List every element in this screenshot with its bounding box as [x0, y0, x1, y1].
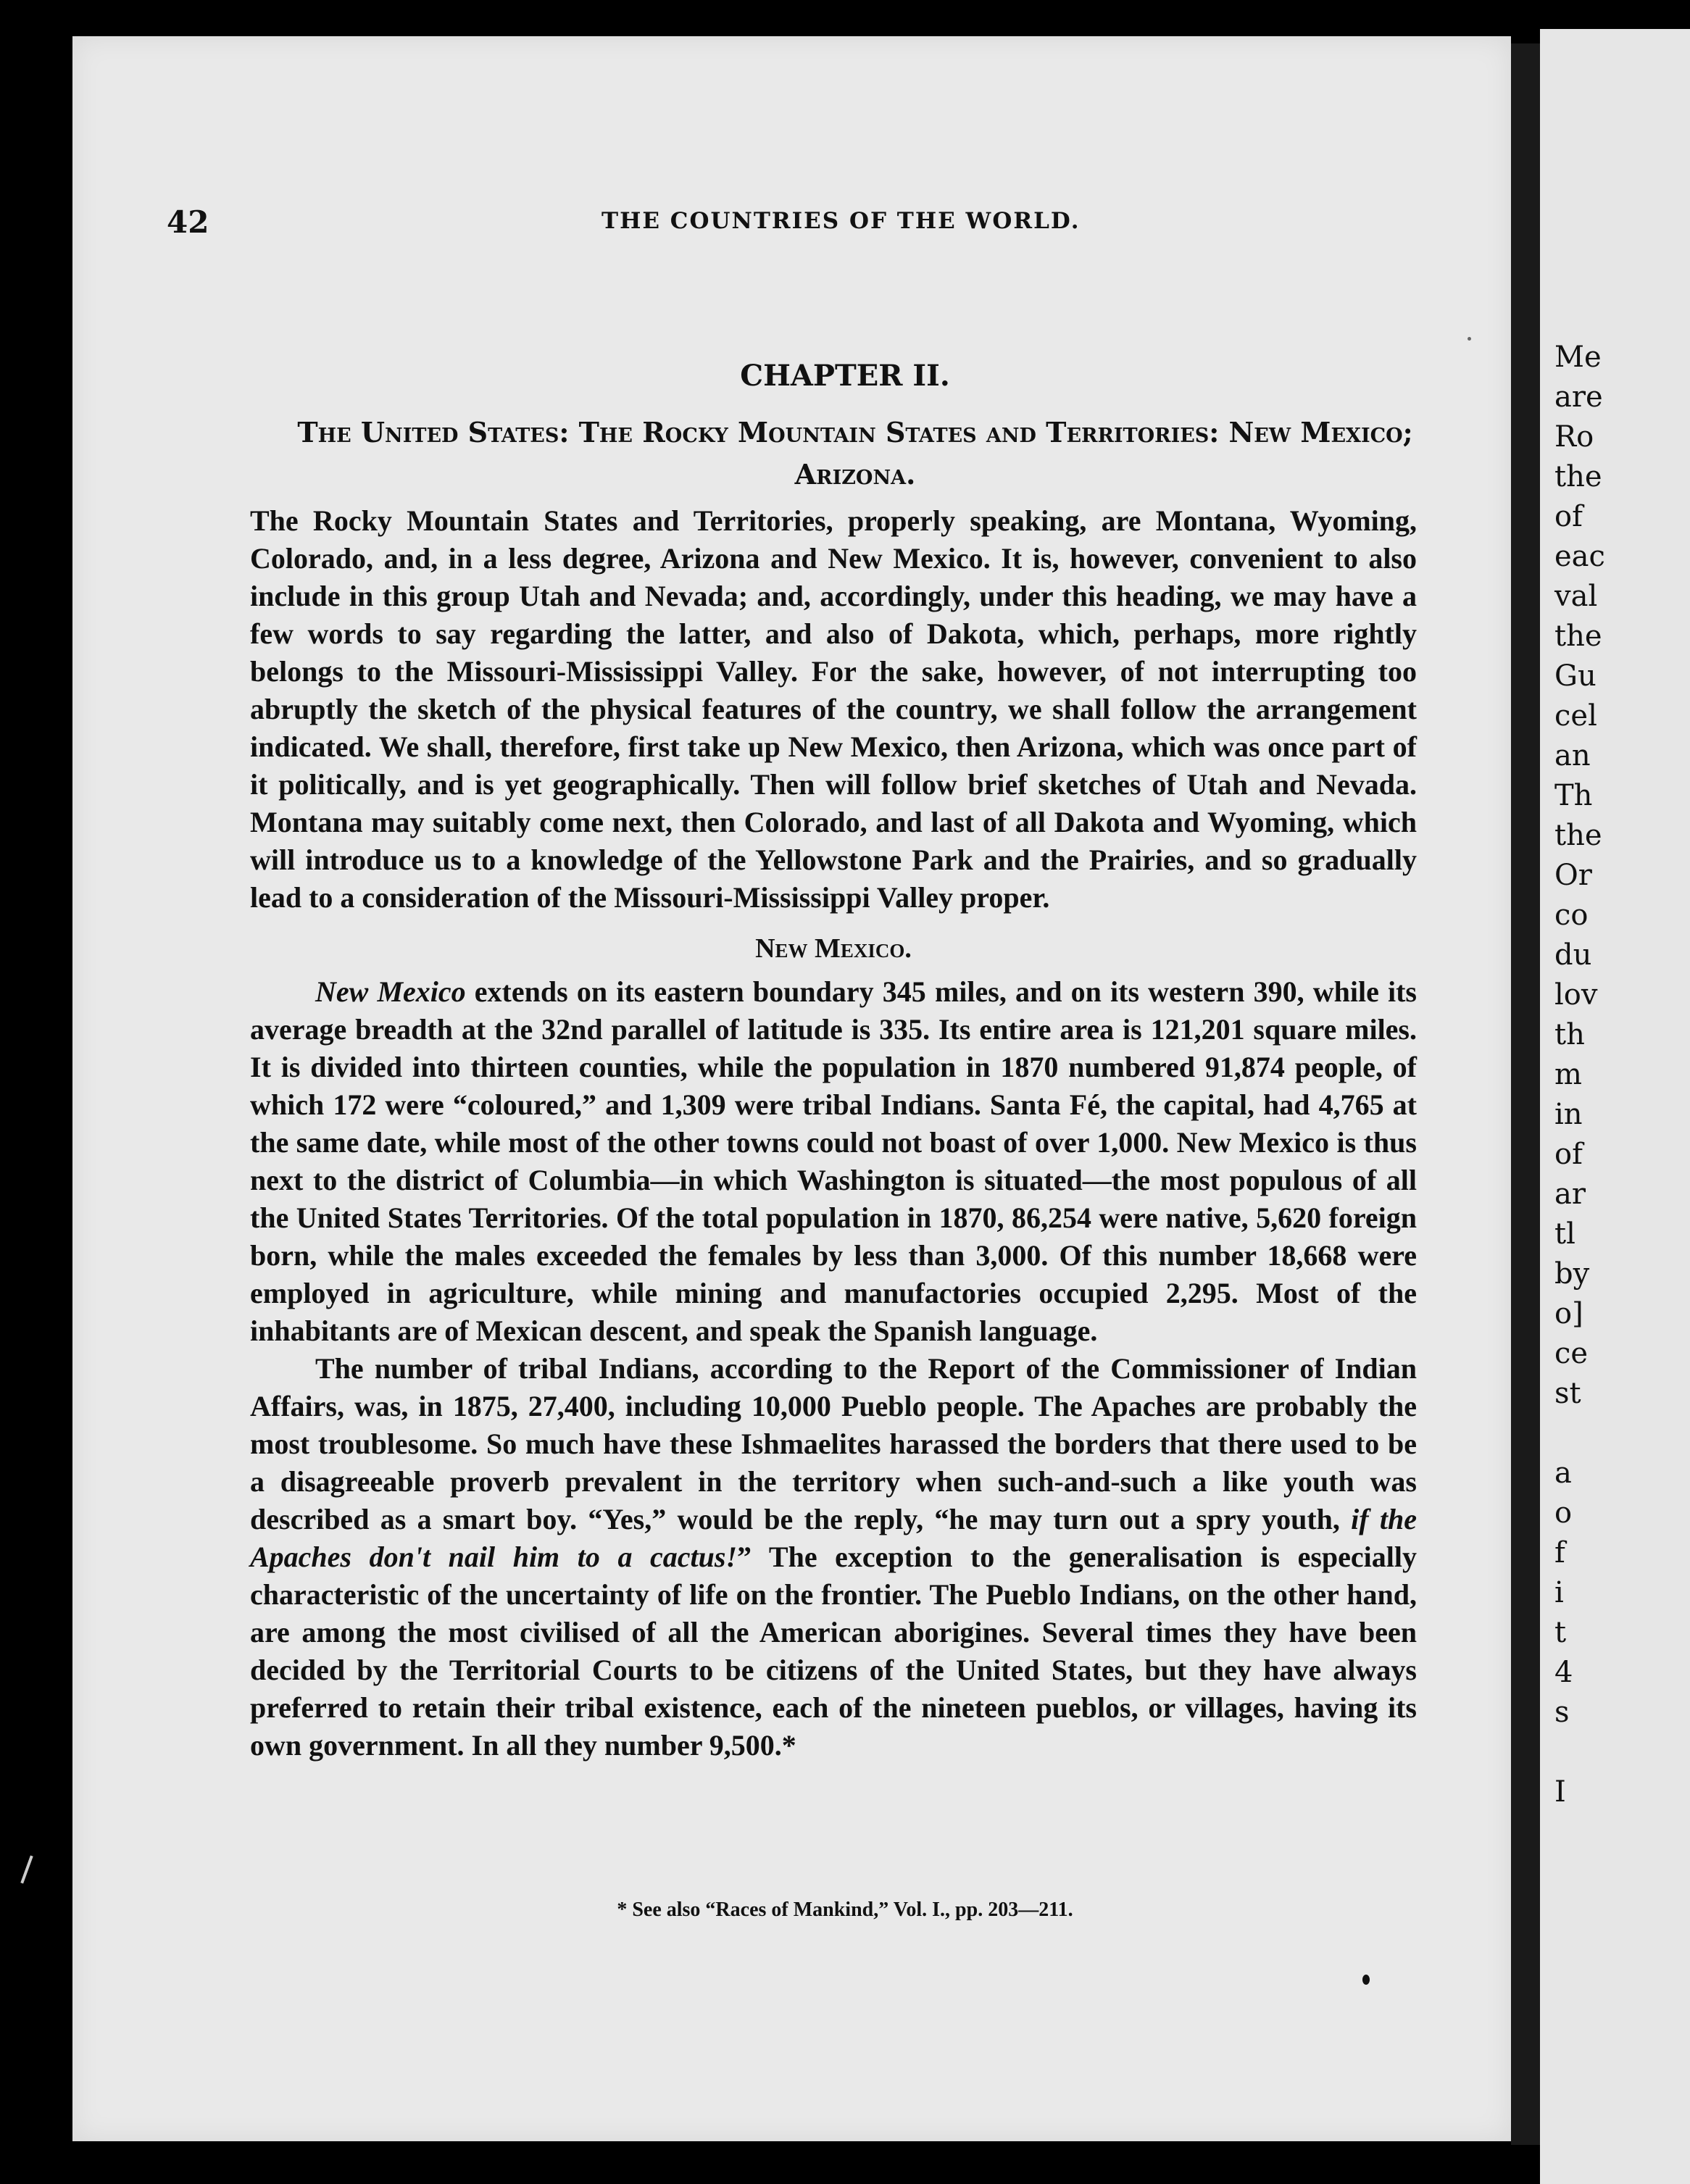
facing-page-fragment: Th: [1554, 779, 1593, 812]
facing-page-fragment: i: [1554, 1576, 1564, 1609]
facing-page-fragment: o]: [1554, 1297, 1583, 1330]
intro-paragraph: The Rocky Mountain States and Territories, properly speaking, are Montana, Wyoming, Colorado, and, in a less degree, Arizona and New Mexico. It is, however, convenient to also include in this group Utah and Nevada; and, accordingly, under this heading, we may have a few words to say regarding the latter, and also of Dakota, which, perhaps, more rightly belongs to the Missouri-Mississippi Valley. For the sake, however, of not interrupting too abruptly the sketch of the physical features of the country, we shall follow the arrangement indicated. We shall, therefore, first take up New Mexico, then Arizona, which was once part of it politically, and is yet geographically. Then will follow brief sketches of Utah and Nevada. Montana may suitably come next, then Colorado, and last of all Dakota and Wyoming, which will introduce us to a knowledge of the Yellowstone Park and the Prairies, and so gradually lead to a consideration of the Missouri-Mississippi Valley proper.: [250, 504, 1417, 914]
facing-page-fragment: the: [1554, 819, 1602, 852]
facing-page-fragment: an: [1554, 739, 1591, 772]
facing-page-fragment: co: [1554, 899, 1589, 932]
facing-page-fragment: are: [1554, 380, 1603, 414]
facing-page-fragment: a: [1554, 1456, 1572, 1490]
facing-page-fragment: eac: [1554, 540, 1605, 573]
facing-page-fragment: du: [1554, 938, 1592, 972]
facing-page-fragment: the: [1554, 620, 1602, 653]
facing-page-fragment: o: [1554, 1496, 1573, 1530]
facing-page-fragment: val: [1554, 580, 1598, 613]
facing-page-fragment: by: [1554, 1257, 1590, 1291]
facing-page-fragment: lov: [1554, 978, 1598, 1012]
facing-page-fragment: tl: [1554, 1217, 1575, 1251]
facing-page-fragment: cel: [1554, 699, 1597, 733]
paragraph-new-mexico: [250, 973, 1417, 1350]
facing-page-fragment: Me: [1554, 341, 1602, 374]
paragraph-text: extends on its eastern boundary 345 miles, and on its western 390, while its average breadth at the 32nd parallel of latitude is 335. Its entire area is 121,201 square miles. It is divided into thirteen counties, while the population in 1870 numbered 91,874 people, of which 172 were “coloured,” and 1,309 were tribal Indians. Santa Fé, the capital, had 4,765 at the same date, while most of the other towns could not boast of over 1,000. New Mexico is thus next to the district of Columbia—in which Washington is situated—the most populous of all the United States Territories. Of the total population in 1870, 86,254 were native, 5,620 foreign born, while the males exceeded the females by less than 3,000. Of this number 18,668 were employed in agriculture, while mining and manufactories occupied 2,295. Most of the inhabitants are of Mexican descent, and speak the Spanish language.: [250, 975, 1417, 1347]
scan-mark: [20, 1856, 33, 1884]
facing-page-fragment: t: [1554, 1616, 1567, 1649]
facing-page-fragment: ce: [1554, 1337, 1589, 1370]
facing-page-fragment: the: [1554, 460, 1602, 493]
facing-page-fragment: st: [1554, 1377, 1581, 1410]
chapter-subtitle: The United States: The Rocky Mountain States and Territories: New Mexico; Arizona.: [297, 416, 1413, 491]
ink-dot: [1468, 337, 1471, 341]
facing-page-fragment: I: [1554, 1775, 1566, 1809]
facing-page-fragment: Or: [1554, 859, 1592, 892]
italic-quote: if the Apaches don't nail him to a cactus!: [250, 1503, 1418, 1573]
facing-page-edge: [1540, 29, 1690, 2184]
italic-lead: New Mexico: [315, 975, 466, 1008]
paragraph-text-b: ” The exception to the generalisation is especially characteristic of the uncertainty of life on the frontier. The Pueblo Indians, on the other hand, are among the most civilised of all the American aborigines. Several times they have been decided by the Territorial Courts to be citizens of the United States, but they have always preferred to retain their tribal existence, each of the nineteen pueblos, or villages, having its own government. In all they number 9,500.*: [250, 1541, 1418, 1762]
facing-page-fragment: th: [1554, 1018, 1585, 1051]
footnote: * See also “Races of Mankind,” Vol. I., pp. 203—211.: [617, 1899, 1073, 1921]
facing-page-fragment: f: [1554, 1536, 1565, 1570]
facing-page-fragment: of: [1554, 1138, 1583, 1171]
paragraph-text-a: The number of tribal Indians, according to the Report of the Commissioner of Indian Affairs, was, in 1875, 27,400, including 10,000 Pueblo people. The Apaches are probably the most troublesome. So much have these Ishmaelites harassed the borders that there used to be a disagreeable proverb prevalent in the territory when such-and-such a like youth was described as a smart boy. “Yes,” would be the reply, “he may turn out a spry youth,: [250, 1352, 1417, 1535]
section-title: New Mexico.: [755, 933, 912, 964]
facing-page-fragment: s: [1554, 1696, 1570, 1729]
facing-page-fragment: in: [1554, 1098, 1583, 1131]
ink-dot: [1362, 1975, 1370, 1985]
chapter-title: CHAPTER II.: [740, 359, 950, 393]
page-number: 42: [167, 204, 209, 240]
paragraph-tribal-indians: [250, 1350, 1417, 1764]
facing-page-fragment: Gu: [1554, 659, 1597, 693]
facing-page-fragment: ar: [1554, 1178, 1586, 1211]
facing-page-fragment: of: [1554, 500, 1583, 533]
running-head: THE COUNTRIES OF THE WORLD.: [602, 208, 1081, 234]
body-text: [250, 502, 1417, 1764]
facing-page-fragment: m: [1554, 1058, 1582, 1091]
facing-page-fragment: 4: [1554, 1656, 1573, 1689]
facing-page-fragment: Ro: [1554, 420, 1594, 454]
